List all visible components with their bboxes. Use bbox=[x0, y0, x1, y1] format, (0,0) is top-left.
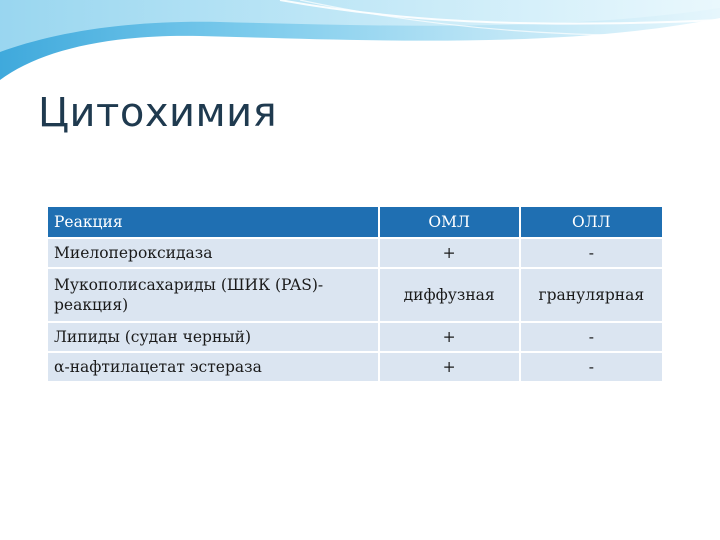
aml-cell: диффузная bbox=[380, 269, 521, 323]
cytochemistry-table bbox=[48, 207, 662, 383]
slide-title: Цитохимия bbox=[38, 90, 278, 136]
reaction-cell: Мукополисахариды (ШИК (PAS)-реакция) bbox=[48, 269, 380, 323]
reaction-cell: α-нафтилацетат эстераза bbox=[48, 353, 380, 383]
reaction-cell: Миелопероксидаза bbox=[48, 239, 380, 269]
table-row bbox=[48, 323, 662, 353]
all-cell: - bbox=[521, 239, 662, 269]
all-cell: гранулярная bbox=[521, 269, 662, 323]
table-row bbox=[48, 239, 662, 269]
aml-cell: + bbox=[380, 323, 521, 353]
table-row bbox=[48, 269, 662, 323]
header-wave-decoration bbox=[0, 0, 720, 90]
table-header-row bbox=[48, 207, 662, 239]
all-cell: - bbox=[521, 353, 662, 383]
header-aml: ОМЛ bbox=[380, 207, 521, 239]
header-all: ОЛЛ bbox=[521, 207, 662, 239]
reaction-cell: Липиды (судан черный) bbox=[48, 323, 380, 353]
aml-cell: + bbox=[380, 239, 521, 269]
aml-cell: + bbox=[380, 353, 521, 383]
table-row bbox=[48, 353, 662, 383]
all-cell: - bbox=[521, 323, 662, 353]
header-reaction: Реакция bbox=[48, 207, 380, 239]
